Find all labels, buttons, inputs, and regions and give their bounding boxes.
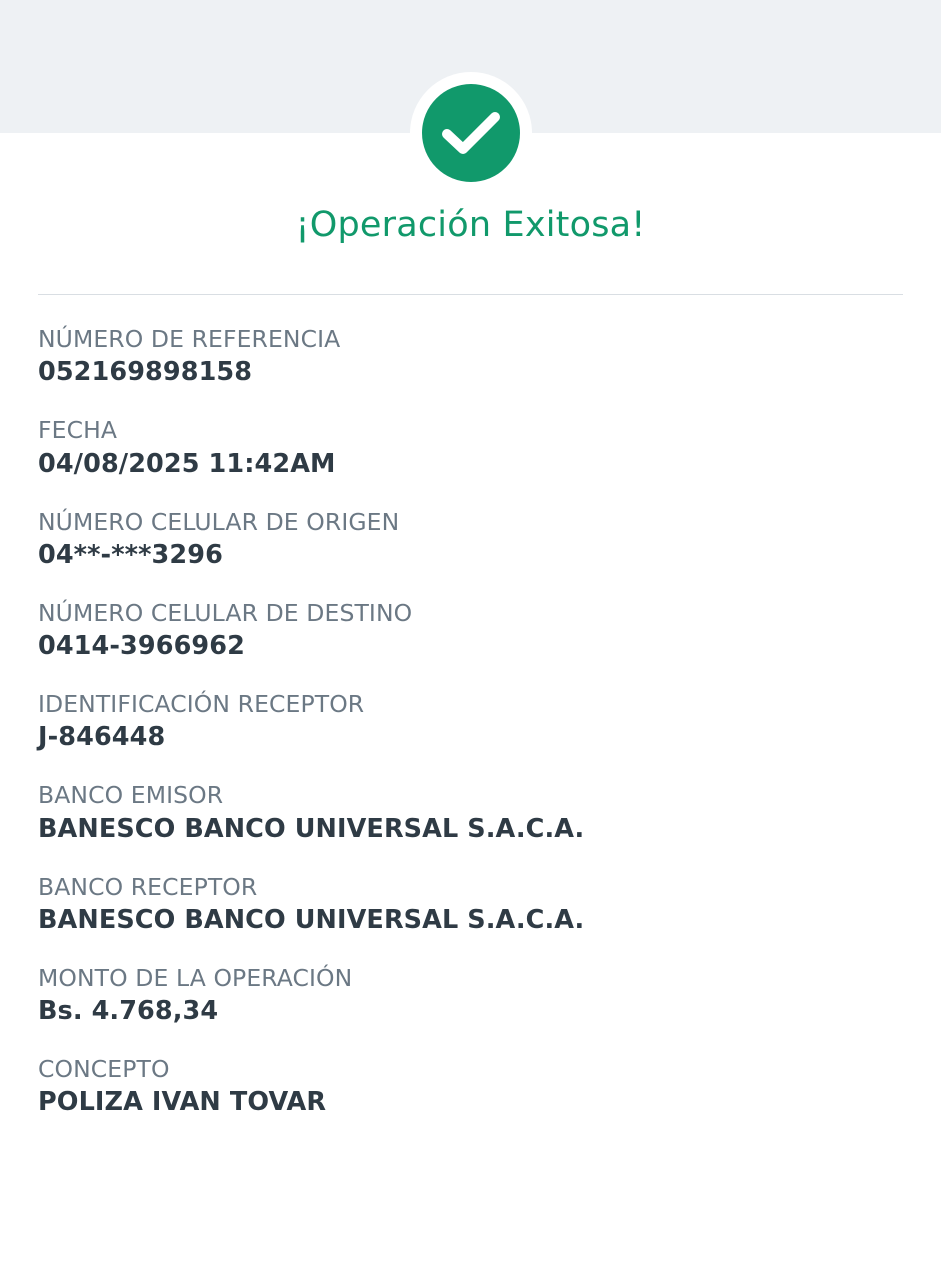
field-value: Bs. 4.768,34 bbox=[38, 996, 219, 1027]
field-value: J-846448 bbox=[38, 722, 166, 753]
field-label: IDENTIFICACIÓN RECEPTOR bbox=[38, 690, 365, 718]
field-value: 04**-***3296 bbox=[38, 539, 223, 570]
field-label: CONCEPTO bbox=[38, 1055, 170, 1083]
field-value: BANESCO BANCO UNIVERSAL S.A.C.A. bbox=[38, 904, 585, 935]
field-banco-emisor bbox=[38, 781, 903, 845]
receipt-fields bbox=[0, 295, 941, 1119]
field-value: POLIZA IVAN TOVAR bbox=[38, 1087, 327, 1118]
field-numero-de-referencia bbox=[38, 325, 903, 389]
badge-ring bbox=[410, 72, 532, 194]
page-title: ¡Operación Exitosa! bbox=[295, 205, 646, 245]
field-label: BANCO RECEPTOR bbox=[38, 872, 258, 901]
field-fecha bbox=[38, 416, 903, 480]
field-value: BANESCO BANCO UNIVERSAL S.A.C.A. bbox=[38, 813, 585, 844]
receipt-content bbox=[0, 205, 941, 1119]
field-numero-celular-de-destino bbox=[38, 599, 903, 663]
field-label: MONTO DE LA OPERACIÓN bbox=[38, 963, 353, 992]
status-badge bbox=[0, 72, 941, 194]
field-banco-receptor bbox=[38, 873, 903, 937]
field-label: NÚMERO CELULAR DE ORIGEN bbox=[38, 507, 400, 536]
field-label: FECHA bbox=[38, 416, 118, 445]
field-numero-celular-de-origen bbox=[38, 508, 903, 572]
field-value: 04/08/2025 11:42AM bbox=[38, 448, 336, 479]
field-identificacion-receptor bbox=[38, 690, 903, 754]
field-value: 0414-3966962 bbox=[38, 631, 245, 662]
field-concepto bbox=[38, 1055, 903, 1119]
field-label: NÚMERO DE REFERENCIA bbox=[38, 325, 341, 353]
check-circle-icon bbox=[422, 84, 520, 182]
field-value: 052169898158 bbox=[38, 357, 253, 388]
field-label: NÚMERO CELULAR DE DESTINO bbox=[38, 598, 413, 627]
field-label: BANCO EMISOR bbox=[38, 781, 224, 810]
field-monto-de-la-operacion bbox=[38, 964, 903, 1028]
